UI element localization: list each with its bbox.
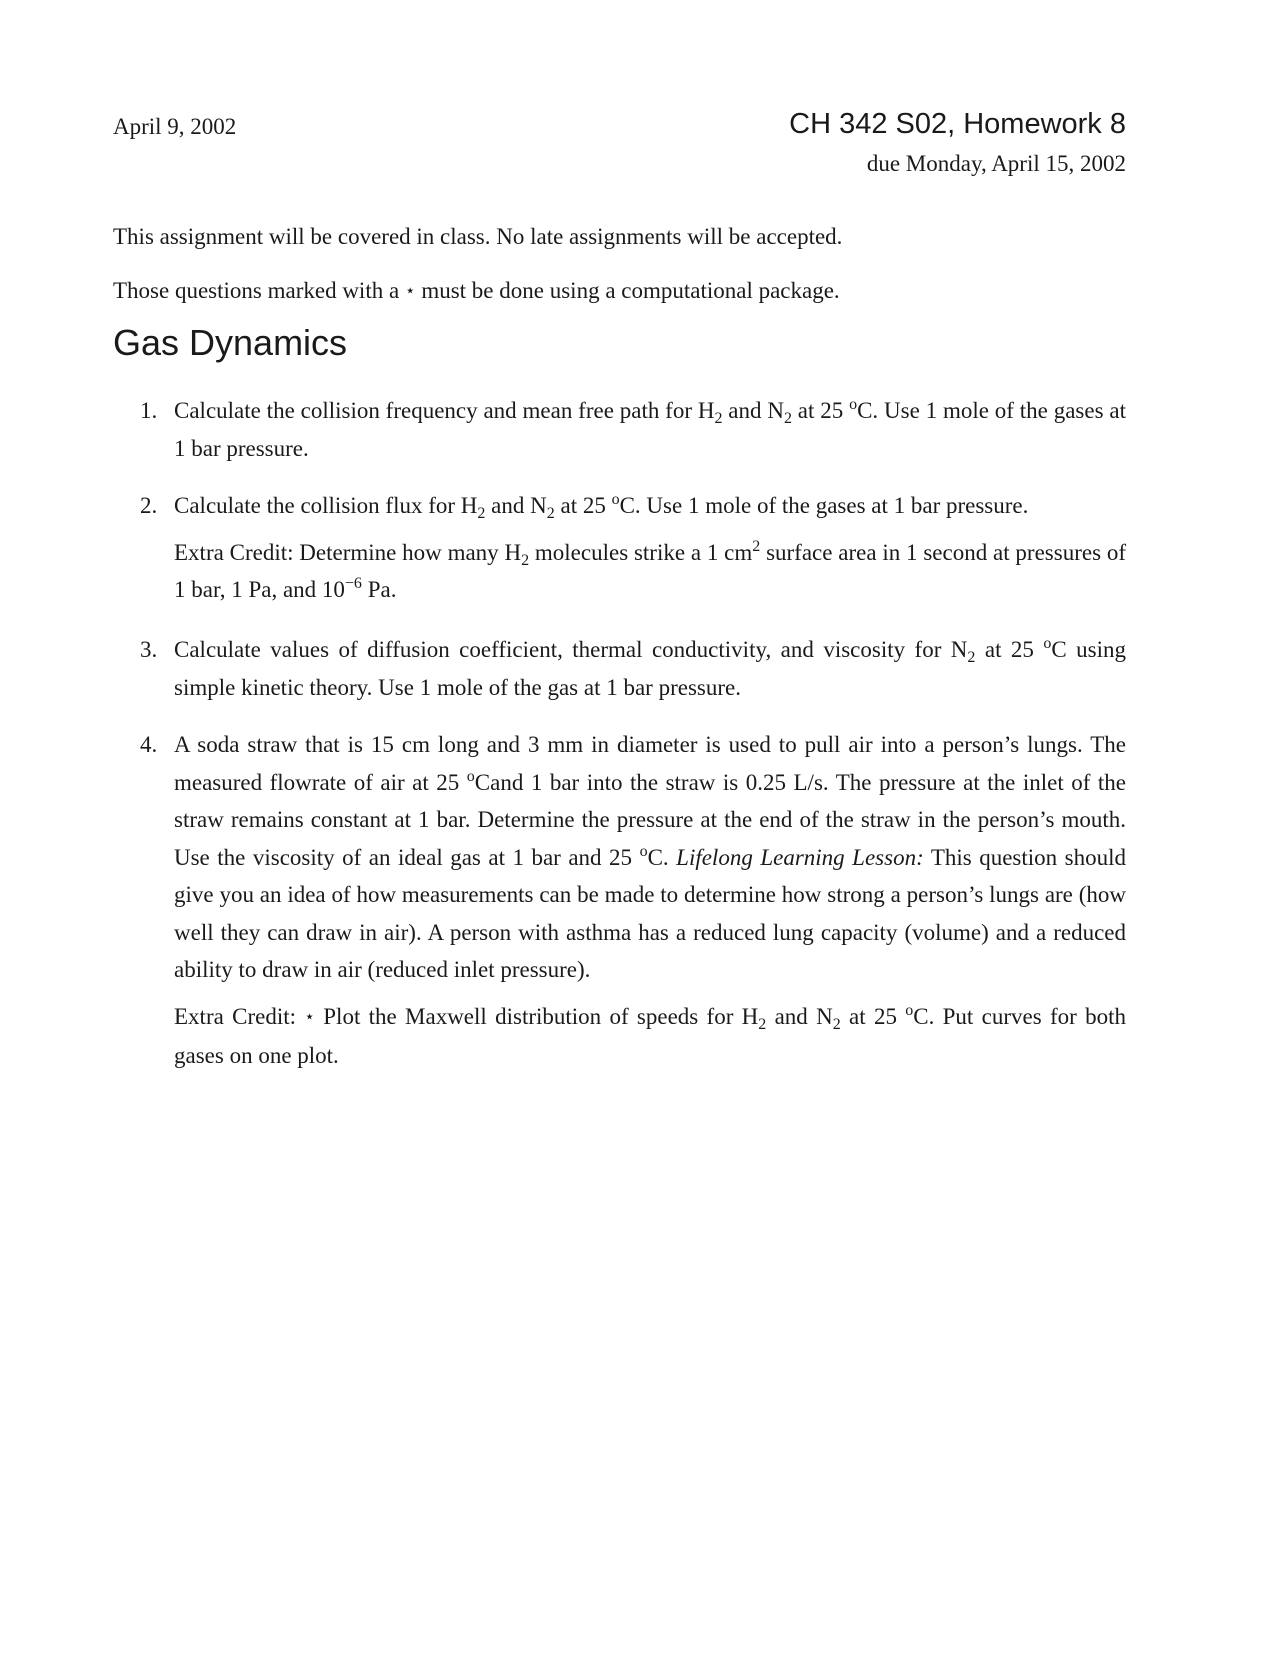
question-text: Calculate values of diffusion coefficient, thermal conductivity, and viscosity for $N_2$ at 25 $^o$C using simple kinetic theory. Use 1 mole of the gas at 1 bar pressure.: [174, 635, 1127, 700]
question-2: [140, 487, 1126, 609]
question-4: [140, 726, 1126, 1075]
question-text: Calculate the collision flux for $H_2$ and $N_2$ at 25 $^o$C. Use 1 mole of the gases at 1 bar pressure. Extra Credit: Determine how many $H_2$ molecules strike a 1 $cm^2$ surface area in 1 second at pressures of 1 bar, 1 Pa, and $10^{-6}$ Pa.: [174, 487, 1126, 609]
extra-credit: Extra Credit: ⋆ Plot the Maxwell distribution of speeds for $H_2$ and $N_2$ at 25 $^o$C. Put curves for both gases on one plot.: [174, 1001, 1126, 1068]
due-date: due Monday, April 15, 2002: [866, 151, 1126, 176]
intro-paragraph-2: [113, 278, 1126, 304]
intro-text-a: Those questions marked with a: [113, 278, 400, 303]
question-number: 2.: [140, 493, 158, 518]
question-text: Calculate the collision frequency and mean free path for $H_2$ and $N_2$ at 25 $^o$C. Use 1 mole of the gases at 1 bar pressure.: [174, 396, 1126, 461]
question-text: A soda straw that is 15 cm long and 3 mm in diameter is used to pull air into a person’s lungs. The measured flowrate of air at 25 $^o$Cand 1 bar into the straw is 0.25 L/s. The pressure at the inlet of the straw remains constant at 1 bar. Determine the pressure at the end of the straw in the person’s mouth. Use the viscosity of an ideal gas at 1 bar and 25 $^o$C. Lifelong Learning Lesson: This question should give you an idea of how measurements can be made to determine how strong a person’s lungs are (how well they can draw in air). A person with asthma has a reduced lung capacity (volume) and a reduced ability to draw in air (reduced inlet pressure). Extra Credit: ⋆ Plot the Maxwell distribution of speeds for $H_2$ and $N_2$ at 25 $^o$C. Put curves for both gases on one plot.: [174, 726, 1126, 1075]
star-icon: ⋆: [404, 281, 416, 300]
intro-text-b: must be done using a computational package.: [421, 278, 840, 303]
course-title: CH 342 S02, Homework 8: [789, 108, 1126, 140]
star-icon: ⋆: [304, 1006, 315, 1026]
question-1: [140, 392, 1126, 467]
extra-credit: Extra Credit: Determine how many $H_2$ molecules strike a 1 $cm^2$ surface area in 1 second at pressures of 1 bar, 1 Pa, and $10^{-6}$ Pa.: [174, 537, 1126, 602]
question-number: 1.: [140, 398, 158, 423]
question-number: 4.: [140, 732, 158, 757]
question-number: 3.: [140, 637, 158, 662]
intro-paragraph-1: This assignment will be covered in class. No late assignments will be accepted.: [113, 224, 843, 249]
section-title: Gas Dynamics: [113, 322, 348, 363]
question-3: [140, 631, 1126, 706]
assignment-date: April 9, 2002: [113, 114, 237, 139]
